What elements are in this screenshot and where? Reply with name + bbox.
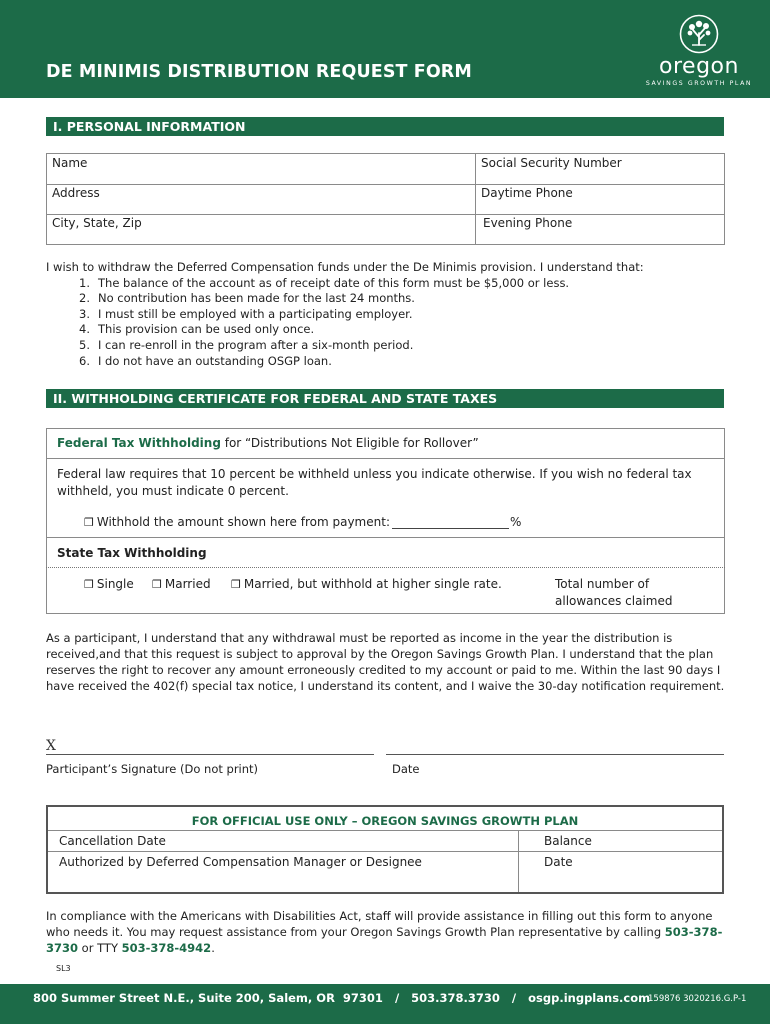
- ada-text: In compliance with the Americans with Disabilities Act, staff will provide assistance in filling out this form to anyone who needs it. You may request assistance from your Oregon Savings Growth Plan representative by calling: [46, 909, 713, 939]
- form-code: SL3: [56, 964, 71, 973]
- single-option[interactable]: [84, 576, 134, 593]
- footer-banner: [0, 984, 770, 1024]
- oregon-logo: [640, 14, 758, 96]
- balance-field[interactable]: Balance: [544, 834, 592, 848]
- logo-wordmark: oregon: [659, 54, 739, 79]
- evening-phone-field[interactable]: Evening Phone: [483, 216, 573, 230]
- list-number: 5.: [79, 337, 90, 352]
- table-divider: [48, 830, 722, 831]
- signature-label: Participant’s Signature (Do not print): [46, 762, 259, 776]
- date-label: Date: [392, 762, 420, 776]
- married-label: Married: [164, 577, 211, 591]
- signature-line[interactable]: [46, 754, 374, 755]
- list-item: [66, 322, 726, 338]
- conditions-intro: I wish to withdraw the Deferred Compensation funds under the De Minimis provision. I understand that:: [46, 260, 644, 274]
- daytime-phone-field[interactable]: Daytime Phone: [481, 186, 573, 200]
- official-use-box: [46, 805, 724, 894]
- withhold-amount-label: Withhold the amount shown here from payment:: [96, 515, 390, 529]
- de-minimis-conditions: [46, 260, 726, 369]
- federal-withholding-text: Federal law requires that 10 percent be withheld unless you indicate otherwise. If you wish no federal tax withheld, you must indicate 0 percent.: [57, 467, 692, 498]
- list-text: I must still be employed with a participating employer.: [98, 306, 413, 321]
- list-item: [66, 338, 726, 354]
- married-option[interactable]: [152, 576, 211, 593]
- allowances-field[interactable]: Total number of allowances claimed: [555, 577, 673, 608]
- ssn-field[interactable]: Social Security Number: [481, 156, 622, 170]
- footer-address: 800 Summer Street N.E., Suite 200, Salem, OR 97301 / 503.378.3730 / osgp.ingplans.com: [33, 991, 651, 1005]
- federal-withholding-heading: [57, 435, 479, 452]
- personal-info-table: [46, 153, 725, 245]
- tree-icon: [679, 14, 719, 54]
- list-number: 1.: [79, 275, 90, 290]
- official-date-field[interactable]: Date: [544, 855, 573, 869]
- footer-form-number: 159876 3020216.G.P-1: [648, 994, 747, 1004]
- table-divider: [48, 851, 722, 852]
- ada-notice: [46, 908, 730, 956]
- federal-withholding-label: Federal Tax Withholding: [57, 436, 221, 450]
- ada-text-mid: or TTY: [78, 941, 122, 955]
- federal-withholding-suffix: for “Distributions Not Eligible for Rollover”: [220, 436, 479, 450]
- checkbox-icon[interactable]: ❒: [152, 578, 162, 591]
- authorized-by-field[interactable]: Authorized by Deferred Compensation Manager or Designee: [59, 855, 422, 869]
- ada-text-end: .: [211, 941, 215, 955]
- acknowledgement-paragraph: As a participant, I understand that any withdrawal must be reported as income in the year the distribution is received,and that this request is subject to approval by the Oregon Savings Growth Plan. I understand that the plan reserves the right to recover any amount erroneously credited to my account or paid to me. Within the last 90 days I have received the 402(f) special tax notice, I understand its content, and I waive the 30-day notification requirement.: [46, 631, 725, 693]
- date-line[interactable]: [386, 754, 724, 755]
- table-column-divider: [518, 830, 519, 892]
- ada-tty: 503-378-4942: [121, 941, 212, 955]
- percent-sign: %: [510, 515, 522, 529]
- state-withholding-label: State Tax Withholding: [57, 546, 207, 560]
- signature-x-mark: X: [46, 738, 56, 754]
- name-field[interactable]: Name: [52, 156, 88, 170]
- withhold-amount-option[interactable]: [84, 514, 390, 531]
- table-dotted-divider: [46, 567, 725, 568]
- header-banner: [0, 0, 770, 98]
- section-personal-information-header: I. PERSONAL INFORMATION: [46, 117, 724, 136]
- section-withholding-header: II. WITHHOLDING CERTIFICATE FOR FEDERAL AND STATE TAXES: [46, 389, 724, 408]
- list-item: [66, 354, 726, 370]
- ada-phone: 503-378-3730: [46, 925, 723, 955]
- cancellation-date-field[interactable]: Cancellation Date: [59, 834, 166, 848]
- list-item: [66, 307, 726, 323]
- list-item: [66, 291, 726, 307]
- list-number: 4.: [79, 322, 90, 337]
- official-use-title: FOR OFFICIAL USE ONLY – OREGON SAVINGS GROWTH PLAN: [191, 814, 579, 828]
- married-higher-rate-label: Married, but withhold at higher single rate.: [243, 577, 502, 591]
- table-divider: [46, 184, 725, 185]
- list-text: I can re-enroll in the program after a six-month period.: [98, 337, 414, 352]
- list-item: [66, 276, 726, 292]
- married-higher-rate-option[interactable]: [231, 576, 502, 593]
- logo-subtitle: SAVINGS GROWTH PLAN: [645, 80, 753, 87]
- table-divider: [46, 458, 725, 459]
- table-column-divider: [475, 153, 476, 245]
- list-text: No contribution has been made for the last 24 months.: [98, 291, 415, 306]
- single-label: Single: [96, 577, 134, 591]
- address-field[interactable]: Address: [52, 186, 100, 200]
- checkbox-icon[interactable]: ❒: [84, 516, 94, 529]
- withhold-percent-input[interactable]: [392, 528, 509, 529]
- list-number: 3.: [79, 306, 90, 321]
- list-text: This provision can be used only once.: [98, 322, 315, 337]
- table-divider: [46, 214, 725, 215]
- city-state-zip-field[interactable]: City, State, Zip: [52, 216, 142, 230]
- list-text: I do not have an outstanding OSGP loan.: [98, 353, 332, 368]
- checkbox-icon[interactable]: ❒: [84, 578, 94, 591]
- table-divider: [46, 537, 725, 538]
- list-text: The balance of the account as of receipt date of this form must be $5,000 or less.: [98, 275, 570, 290]
- checkbox-icon[interactable]: ❒: [231, 578, 241, 591]
- page-title: DE MINIMIS DISTRIBUTION REQUEST FORM: [46, 62, 472, 82]
- list-number: 2.: [79, 291, 90, 306]
- list-number: 6.: [79, 353, 90, 368]
